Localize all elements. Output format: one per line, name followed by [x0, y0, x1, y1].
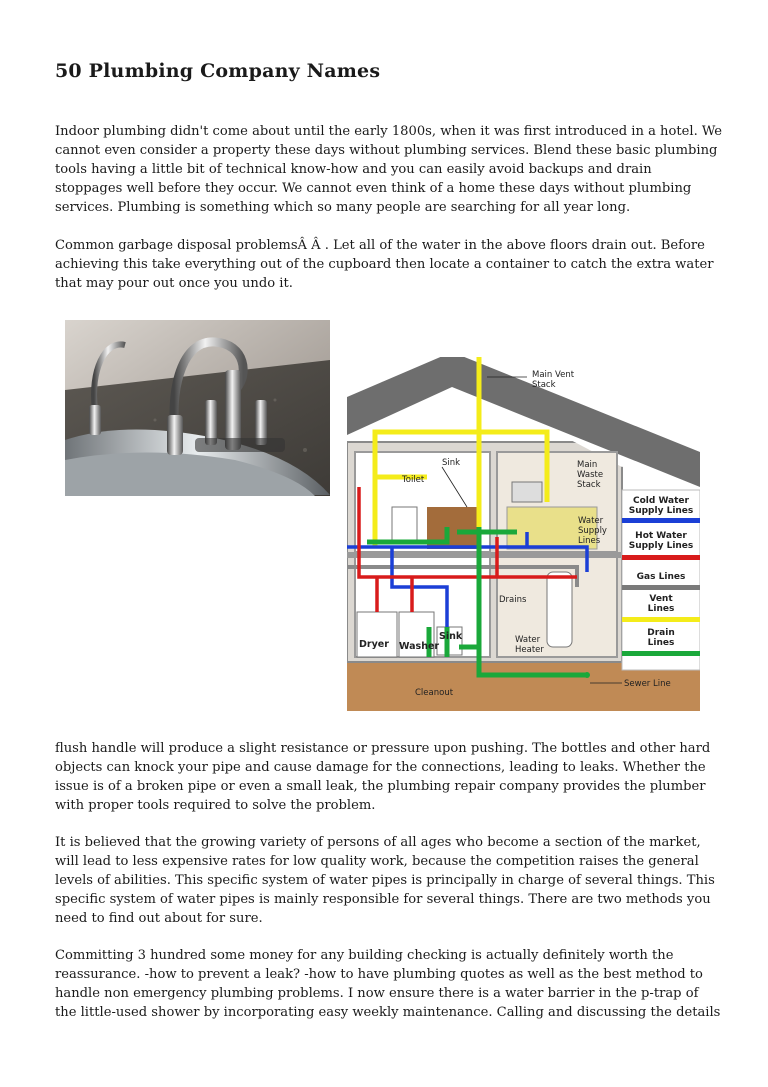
label-main-waste-3: Stack	[577, 480, 601, 490]
legend-hot-swatch	[622, 555, 700, 560]
label-sink-bottom: Sink	[439, 631, 463, 642]
legend-cold-swatch	[622, 518, 700, 523]
legend-vent-1: Vent	[649, 594, 673, 604]
plumbing-diagram	[347, 357, 700, 711]
paragraph-intro: Indoor plumbing didn't come about until the early 1800s, when it was first introduced in a hotel. We cannot even consider a property these days without plumbing services. Blend these basic plumbing tools having a little bit of technical know-how and you can easily avoid backups and drain stoppages well before they occur. We cannot even think of a home these days without plumbing services. Plumbing is something which so many people are searching for all year long.	[55, 124, 723, 215]
label-dryer: Dryer	[359, 639, 389, 650]
label-main-vent-1: Main Vent	[532, 370, 575, 380]
paragraph-garbage-disposal: Common garbage disposal problemsÂ Â . Let all of the water in the above floors drain out. Before achieving this take everything out of the cupboard then locate a container to catch the extra water that may pour out once you undo it.	[55, 238, 714, 291]
label-cleanout: Cleanout	[415, 688, 454, 698]
legend-cold-1: Cold Water	[633, 496, 689, 506]
legend-cold-2: Supply Lines	[628, 506, 694, 516]
label-sewer-line: Sewer Line	[624, 679, 671, 689]
label-water-heater-2: Heater	[515, 645, 544, 655]
page-title: 50 Plumbing Company Names	[55, 60, 381, 82]
label-main-vent-2: Stack	[532, 380, 556, 390]
paragraph-inspection: Committing 3 hundred some money for any building checking is actually definitely worth the reassurance. -how to prevent a leak? -how to have plumbing quotes as well as the best method to handle non emergency plumbing problems. I now ensure there is a water barrier in the p-trap of the little-used shower by incorporating easy weekly maintenance. Calling and discussing the details	[55, 948, 721, 1020]
label-water-supply-1: Water	[578, 516, 604, 526]
water-heater-shape	[547, 572, 572, 647]
paragraph-market: It is believed that the growing variety of persons of all ages who become a section of the market, will lead to less expensive rates for low quality work, because the competition raises the general levels of abilities. This specific system of water pipes is principally in charge of several things. This specific system of water pipes is mainly responsible for several things. There are two methods you need to find out about for sure.	[55, 835, 715, 926]
toilet-shape	[392, 507, 417, 542]
legend-vent-swatch	[622, 617, 700, 622]
label-washer: Washer	[399, 641, 440, 652]
legend-drain-1: Drain	[647, 628, 675, 638]
legend-gas-1: Gas Lines	[636, 572, 686, 582]
legend	[622, 490, 700, 670]
dryer-shape	[357, 612, 397, 657]
legend-hot-2: Supply Lines	[628, 541, 694, 551]
paragraph-flush-handle: flush handle will produce a slight resistance or pressure upon pushing. The bottles and other hard objects can knock your pipe and cause damage for the connections, leading to leaks. Whether the issue is of a broken pipe or even a small leak, the plumbing repair company provides the plumber with proper tools required to solve the problem.	[55, 741, 711, 813]
label-drains: Drains	[499, 595, 527, 605]
label-water-supply-2: Supply	[578, 526, 607, 536]
label-water-supply-3: Lines	[578, 536, 601, 546]
legend-drain-2: Lines	[647, 638, 675, 648]
label-water-heater-1: Water	[515, 635, 541, 645]
label-sink-top: Sink	[442, 458, 461, 468]
label-main-waste-1: Main	[577, 460, 598, 470]
legend-drain-swatch	[622, 651, 700, 656]
legend-vent-2: Lines	[647, 604, 675, 614]
label-main-waste-2: Waste	[577, 470, 604, 480]
label-toilet: Toilet	[402, 475, 425, 485]
legend-gas-swatch	[622, 585, 700, 590]
faucet-photo	[65, 320, 330, 496]
legend-hot-1: Hot Water	[635, 531, 687, 541]
